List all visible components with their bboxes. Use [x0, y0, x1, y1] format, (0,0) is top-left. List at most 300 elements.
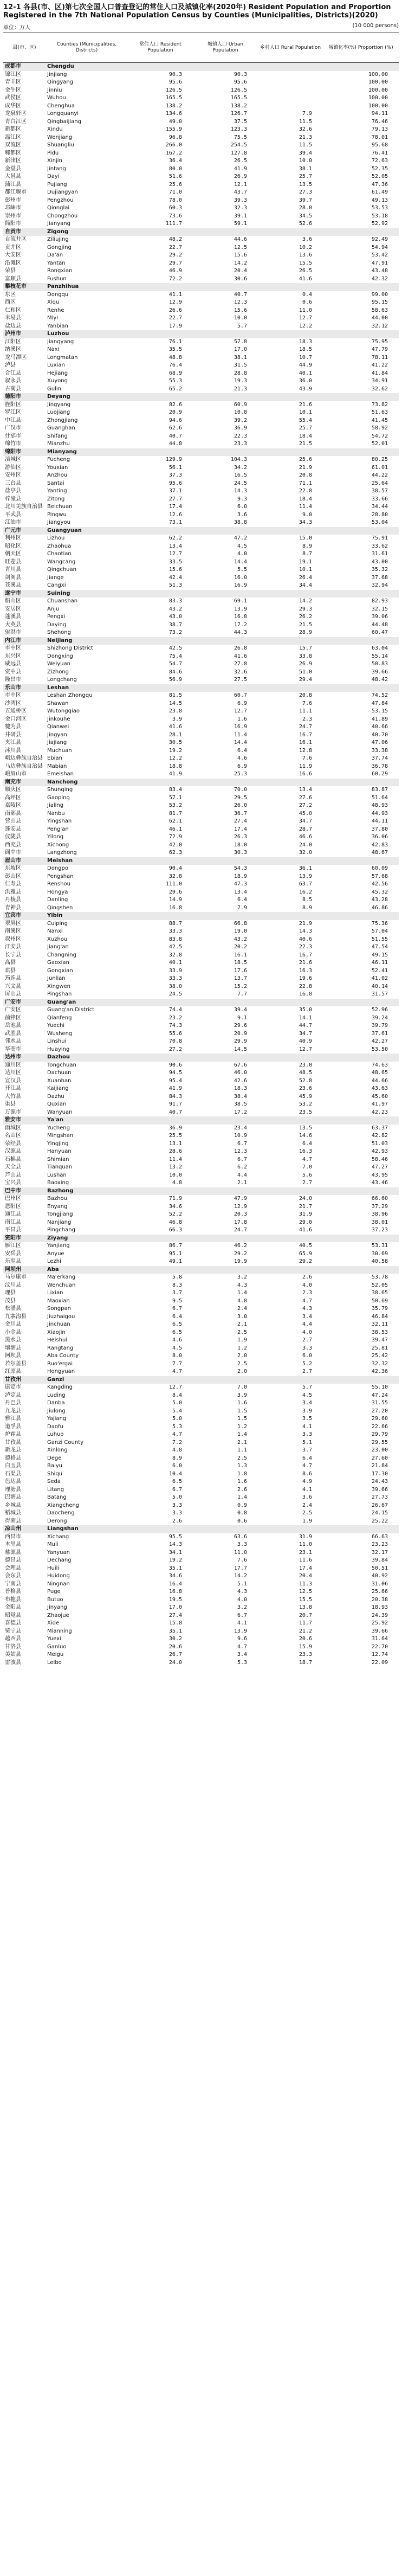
- table-row: [3, 1289, 399, 1297]
- cell-rural: 12.2: [299, 323, 312, 329]
- cell-resident: 41.1: [168, 291, 182, 298]
- table-row: [3, 1038, 399, 1046]
- cell-region-en: Baoxing: [47, 1180, 69, 1186]
- cell-region: 剑阁县: [5, 574, 21, 581]
- cell-urban: 90.3: [234, 71, 247, 78]
- table-row: [3, 401, 399, 409]
- cell-rate: 44.22: [371, 472, 388, 479]
- cell-resident: 5.0: [172, 1494, 182, 1501]
- cell-rate: 46.84: [371, 1313, 388, 1320]
- cell-resident: 44.8: [168, 441, 182, 447]
- cell-urban: 31.5: [234, 362, 247, 369]
- cell-urban: [193, 1053, 258, 1062]
- table-row: [3, 1455, 399, 1463]
- cell-urban: 5.1: [237, 1581, 247, 1587]
- cell-rate: 58.46: [371, 1156, 388, 1162]
- cell-urban: 30.3: [234, 850, 247, 856]
- table-section-row: [3, 228, 399, 236]
- cell-region-en: Dongxing: [47, 653, 73, 659]
- cell-urban: 1.6: [237, 716, 247, 722]
- cell-rural: 23.6: [299, 1085, 312, 1092]
- cell-urban: 27.4: [234, 818, 247, 825]
- cell-resident: 35.5: [168, 346, 182, 353]
- cell-region-en: Gaoxian: [47, 960, 69, 966]
- cell-region-en: Meishan: [46, 857, 128, 865]
- cell-region-en: Pengxi: [47, 614, 66, 620]
- cell-rate: [323, 1116, 399, 1125]
- cell-rate: 47.36: [371, 181, 388, 188]
- cell-region: 青川县: [5, 567, 21, 573]
- cell-region: 江安县: [5, 944, 21, 950]
- cell-rate: 17.30: [371, 1470, 388, 1477]
- cell-region-en: Fushun: [47, 275, 67, 282]
- table-row: [3, 952, 399, 960]
- cell-resident: 23.2: [168, 1014, 182, 1021]
- cell-region-en: Qionglai: [47, 205, 70, 211]
- cell-region-en: Chaotian: [47, 551, 72, 557]
- cell-region: 壤塘县: [5, 1345, 21, 1351]
- cell-region: 雨城区: [5, 1125, 21, 1131]
- cell-urban: 25.3: [234, 771, 247, 778]
- cell-resident: 71.9: [168, 1196, 182, 1202]
- cell-urban: 13.9: [234, 606, 247, 612]
- cell-region: 广安区: [5, 1007, 21, 1013]
- table-row: [3, 841, 399, 850]
- cell-urban: [193, 1376, 258, 1384]
- cell-region-en: Liangshan: [46, 1525, 128, 1533]
- cell-rate: 21.84: [371, 1463, 388, 1469]
- cell-rate: 42.93: [371, 1148, 388, 1155]
- cell-region: 市中区: [5, 692, 21, 699]
- cell-region-en: Jiangyang: [47, 338, 74, 345]
- cell-rate: 47.79: [371, 346, 388, 353]
- cell-region: 高县: [5, 960, 16, 966]
- cell-rate: [323, 1525, 399, 1533]
- cell-resident: 26.7: [168, 1652, 182, 1658]
- cell-rate: 42.27: [371, 1038, 388, 1045]
- cell-region-en: Longquanyi: [47, 111, 79, 117]
- cell-rate: 27.60: [371, 1455, 388, 1461]
- table-row: [3, 1062, 399, 1070]
- cell-rural: 27.2: [299, 802, 312, 809]
- cell-region-en: Ruo'ergai: [47, 1360, 73, 1367]
- cell-resident: 4.8: [172, 1180, 182, 1186]
- cell-region: 高坪区: [5, 794, 21, 801]
- cell-rate: 37.61: [371, 1030, 388, 1037]
- cell-region: 凉山州: [3, 1525, 46, 1533]
- cell-rural: [258, 1266, 323, 1274]
- cell-resident: 10.4: [168, 1470, 182, 1477]
- table-row: [3, 975, 399, 983]
- cell-resident: 15.6: [168, 567, 182, 573]
- cell-urban: 5.3: [237, 1659, 247, 1666]
- cell-resident: 60.3: [168, 205, 182, 211]
- cell-urban: 70.0: [234, 787, 247, 793]
- cell-urban: 38.4: [234, 1093, 247, 1100]
- cell-urban: [193, 1187, 258, 1196]
- cell-resident: 48.8: [168, 354, 182, 361]
- cell-rural: 10.2: [299, 244, 312, 250]
- cell-resident: 8.0: [172, 1353, 182, 1359]
- cell-rate: 54.94: [371, 244, 388, 250]
- cell-region-en: Jinkouhe: [47, 716, 70, 722]
- cell-region: 安居区: [5, 606, 21, 612]
- cell-rural: 22.3: [299, 944, 312, 950]
- cell-urban: 20.9: [234, 1030, 247, 1037]
- cell-resident: 42.5: [168, 944, 182, 950]
- cell-urban: [193, 1266, 258, 1274]
- cell-rural: [258, 102, 323, 111]
- table-row: [3, 550, 399, 558]
- cell-region-en: Daofu: [47, 1423, 63, 1430]
- cell-region: 阿坝县: [5, 1353, 21, 1359]
- cell-region: 万源市: [5, 1109, 21, 1115]
- cell-region-en: Pingshan: [47, 991, 72, 998]
- cell-urban: 37.5: [234, 118, 247, 125]
- cell-region: 康定市: [5, 1384, 21, 1391]
- cell-urban: 16.8: [234, 614, 247, 620]
- cell-urban: 4.3: [237, 1282, 247, 1288]
- cell-rate: [323, 1187, 399, 1196]
- cell-region: 汉源县: [5, 1148, 21, 1155]
- cell-rural: 4.7: [302, 1297, 312, 1304]
- cell-region: 金口河区: [5, 716, 27, 722]
- cell-urban: [193, 912, 258, 920]
- table-row: [3, 417, 399, 425]
- cell-resident: 9.5: [172, 1297, 182, 1304]
- cell-urban: 126.7: [230, 111, 247, 117]
- cell-urban: 19.9: [234, 1258, 247, 1265]
- cell-urban: 38.5: [234, 1101, 247, 1108]
- cell-urban: 39.1: [234, 213, 247, 219]
- cell-rural: 17.4: [299, 1565, 312, 1571]
- table-row: [3, 236, 399, 244]
- cell-rural: 2.5: [302, 1510, 312, 1517]
- cell-region-en: Puge: [47, 1589, 61, 1595]
- table-section-row: [3, 684, 399, 692]
- cell-region-en: Nanchong: [46, 779, 128, 787]
- cell-resident: [128, 999, 193, 1007]
- cell-rate: 31.55: [371, 1400, 388, 1406]
- cell-rate: [323, 448, 399, 457]
- cell-rural: 3.5: [302, 1416, 312, 1422]
- cell-region-en: Anzhou: [47, 472, 68, 479]
- cell-rate: 46.11: [371, 960, 388, 966]
- cell-region-en: Xiqu: [47, 299, 60, 306]
- table-row: [3, 1565, 399, 1573]
- cell-rate: 63.04: [371, 645, 388, 652]
- table-row: [3, 1596, 399, 1604]
- cell-urban: 2.4: [237, 1306, 247, 1312]
- cell-resident: 12.9: [168, 299, 182, 306]
- cell-urban: 6.4: [237, 747, 247, 754]
- cell-rural: 8.6: [302, 1470, 312, 1477]
- cell-region: 炉霍县: [5, 1431, 21, 1438]
- cell-resident: 38.0: [168, 983, 182, 990]
- cell-urban: 1.1: [237, 1447, 247, 1454]
- cell-urban: 19.0: [234, 928, 247, 935]
- cell-rural: 34.7: [299, 818, 312, 825]
- cell-region-en: Yantan: [47, 260, 66, 266]
- table-row: [3, 1392, 399, 1400]
- cell-region-en: Guang'an District: [47, 1007, 95, 1013]
- cell-rate: 38.57: [371, 488, 388, 494]
- cell-urban: 29.2: [234, 1250, 247, 1257]
- cell-region: 船山区: [5, 598, 21, 605]
- cell-urban: 13.7: [234, 975, 247, 982]
- cell-region: 顺庆区: [5, 787, 21, 793]
- cell-rural: 24.7: [299, 724, 312, 730]
- cell-resident: 33.5: [168, 558, 182, 565]
- cell-urban: 29.6: [234, 1023, 247, 1029]
- cell-region: 丹棱县: [5, 897, 21, 903]
- cell-region-en: Xindu: [47, 126, 63, 133]
- table-section-row: [3, 1525, 399, 1533]
- cell-region-en: Deyang: [46, 393, 128, 401]
- table-row: [3, 71, 399, 79]
- cell-region-en: Guangyuan: [46, 527, 128, 535]
- cell-rural: 25.7: [299, 174, 312, 180]
- cell-rural: 11.0: [299, 307, 312, 313]
- cell-region: 彭山区: [5, 873, 21, 879]
- cell-rural: 21.3: [299, 134, 312, 140]
- cell-region: 德格县: [5, 1455, 21, 1461]
- cell-rural: 14.2: [299, 598, 312, 605]
- cell-resident: 76.1: [168, 338, 182, 345]
- cell-rural: 63.7: [299, 881, 312, 888]
- cell-rural: 18.3: [299, 338, 312, 345]
- cell-region-en: Jiajiang: [47, 740, 67, 746]
- cell-rate: 25.42: [371, 1353, 388, 1359]
- cell-urban: 30.6: [234, 275, 247, 282]
- cell-region: 宝兴县: [5, 1180, 21, 1186]
- table-row: [3, 1305, 399, 1313]
- header-resident: 常住人口 Resident Population: [128, 33, 193, 63]
- cell-rate: 78.11: [371, 354, 388, 361]
- cell-region-en: Zizhong: [47, 669, 69, 675]
- cell-region-en: Pidu: [47, 150, 59, 156]
- cell-region-en: Shizhong District: [47, 645, 93, 652]
- cell-rural: 22.8: [299, 488, 312, 494]
- table-row: [3, 409, 399, 417]
- cell-region-en: Seda: [47, 1479, 61, 1485]
- cell-urban: 1.4: [237, 1290, 247, 1296]
- cell-urban: 17.2: [234, 621, 247, 628]
- cell-rural: 21.5: [299, 621, 312, 628]
- cell-urban: 4.6: [237, 755, 247, 762]
- cell-region: 马边彝族自治县: [5, 763, 43, 769]
- cell-region-en: Nanjiang: [47, 1219, 72, 1225]
- cell-urban: 39.4: [234, 1007, 247, 1013]
- cell-rural: 7.0: [302, 1164, 312, 1171]
- cell-resident: [128, 527, 193, 535]
- cell-region-en: Pingwu: [47, 511, 67, 518]
- table-row: [3, 936, 399, 944]
- cell-region: 白玉县: [5, 1463, 21, 1469]
- cell-urban: 46.0: [234, 1070, 247, 1076]
- cell-resident: 46.9: [168, 268, 182, 274]
- cell-urban: 39.3: [234, 197, 247, 203]
- cell-urban: 12.3: [234, 1148, 247, 1155]
- cell-rate: 74.52: [371, 692, 388, 699]
- cell-resident: [128, 228, 193, 236]
- cell-resident: 111.0: [165, 881, 182, 888]
- cell-urban: [193, 330, 258, 338]
- cell-urban: 12.9: [234, 1203, 247, 1210]
- cell-region: 九龙县: [5, 1408, 21, 1414]
- cell-rate: 60.09: [371, 865, 388, 872]
- cell-resident: 16.4: [168, 1581, 182, 1587]
- cell-region: 大竹县: [5, 1093, 21, 1100]
- cell-rural: 13.5: [299, 1125, 312, 1131]
- cell-rate: 32.12: [371, 323, 388, 329]
- cell-region: 叙永县: [5, 378, 21, 384]
- cell-resident: 56.1: [168, 464, 182, 471]
- table-section-row: [3, 590, 399, 598]
- cell-region: 平武县: [5, 511, 21, 518]
- cell-rate: 38.53: [371, 1329, 388, 1335]
- cell-resident: 70.8: [168, 1038, 182, 1045]
- cell-resident: 96.8: [168, 134, 182, 140]
- cell-region-en: Naxi: [47, 346, 60, 353]
- table-row: [3, 189, 399, 197]
- cell-rural: 44.7: [299, 1023, 312, 1029]
- cell-resident: 5.3: [172, 1423, 182, 1430]
- cell-region: 青神县: [5, 904, 21, 911]
- cell-resident: 6.5: [172, 1479, 182, 1485]
- cell-region: 盐边县: [5, 323, 21, 329]
- cell-rate: 31.64: [371, 1636, 388, 1642]
- table-row: [3, 496, 399, 504]
- cell-resident: 13.1: [168, 1140, 182, 1147]
- cell-urban: [193, 857, 258, 865]
- table-row: [3, 543, 399, 551]
- cell-resident: 165.5: [165, 95, 182, 101]
- cell-rural: 10.1: [299, 409, 312, 416]
- cell-urban: 4.7: [237, 1643, 247, 1650]
- cell-region: 九寨沟县: [5, 1313, 27, 1320]
- cell-resident: 80.0: [168, 165, 182, 172]
- cell-urban: 1.2: [237, 1345, 247, 1351]
- cell-urban: 60.7: [234, 692, 247, 699]
- cell-urban: 0.8: [237, 1510, 247, 1517]
- table-row: [3, 1211, 399, 1219]
- cell-region-en: Xuzhou: [47, 936, 68, 942]
- cell-region: 木里县: [5, 1541, 21, 1548]
- cell-rate: [323, 999, 399, 1007]
- cell-urban: [193, 228, 258, 236]
- cell-rate: 60.29: [371, 771, 388, 778]
- cell-rural: [258, 79, 323, 87]
- cell-resident: 48.2: [168, 236, 182, 243]
- cell-rural: 2.3: [302, 716, 312, 722]
- cell-region: 得荣县: [5, 1518, 21, 1524]
- cell-rural: 40.1: [299, 370, 312, 376]
- cell-region-en: Xinlong: [47, 1447, 68, 1454]
- table-row: [3, 362, 399, 370]
- cell-region: 长宁县: [5, 952, 21, 958]
- table-row: [3, 1101, 399, 1109]
- cell-region: 利州区: [5, 535, 21, 542]
- table-row: [3, 1250, 399, 1258]
- cell-rate: 31.06: [371, 1581, 388, 1587]
- cell-region: 嘉陵区: [5, 802, 21, 809]
- cell-resident: 29.2: [168, 252, 182, 259]
- cell-rate: [323, 1266, 399, 1274]
- cell-rural: 12.8: [299, 747, 312, 754]
- cell-rural: 5.1: [302, 1439, 312, 1446]
- cell-region: 叙州区: [5, 936, 21, 942]
- cell-resident: 29.7: [168, 260, 182, 266]
- cell-urban: 17.8: [234, 1219, 247, 1225]
- cell-resident: [128, 63, 193, 71]
- cell-rural: 31.9: [299, 1533, 312, 1540]
- cell-resident: 83.8: [168, 936, 182, 942]
- cell-region: 会理县: [5, 1565, 21, 1571]
- cell-region: 美姑县: [5, 1652, 21, 1658]
- cell-rural: 18.4: [299, 433, 312, 439]
- cell-rural: 10.1: [299, 567, 312, 573]
- cell-resident: 14.9: [168, 897, 182, 903]
- cell-rate: [323, 330, 399, 338]
- cell-region-en: Jiange: [47, 574, 64, 581]
- table-row: [3, 692, 399, 700]
- cell-region: 眉山市: [3, 857, 46, 865]
- header-rural: 乡村人口 Rural Population: [258, 33, 323, 63]
- cell-rate: 39.66: [371, 669, 388, 675]
- cell-region: 金川县: [5, 1321, 21, 1328]
- cell-rate: 24.43: [371, 1479, 388, 1485]
- cell-resident: 83.4: [168, 787, 182, 793]
- table-row: [3, 818, 399, 826]
- cell-urban: 4.4: [237, 1172, 247, 1178]
- cell-resident: 29.6: [168, 889, 182, 895]
- cell-region: 宣汉县: [5, 1077, 21, 1084]
- cell-rate: 35.79: [371, 1306, 388, 1312]
- cell-region: 双流区: [5, 142, 21, 149]
- cell-region-en: Hanyuan: [47, 1148, 72, 1155]
- cell-region: 崇州市: [5, 213, 21, 219]
- cell-region-en: Shuangliu: [47, 142, 74, 149]
- cell-region: 开江县: [5, 1085, 21, 1092]
- cell-rural: 4.0: [302, 1329, 312, 1335]
- cell-region: 游仙区: [5, 464, 21, 471]
- cell-resident: 54.7: [168, 661, 182, 667]
- cell-rural: 7.6: [302, 755, 312, 762]
- cell-rate: 33.38: [371, 747, 388, 754]
- cell-rural: 27.6: [299, 794, 312, 801]
- table-row: [3, 881, 399, 889]
- table-row: [3, 1384, 399, 1392]
- cell-resident: 25.6: [168, 181, 182, 188]
- cell-region: 安岳县: [5, 1250, 21, 1257]
- cell-urban: [193, 779, 258, 787]
- cell-region: 大邑县: [5, 174, 21, 180]
- cell-resident: 25.5: [168, 1133, 182, 1139]
- cell-rate: 32.15: [371, 606, 388, 612]
- cell-rate: 100.00: [368, 71, 388, 78]
- cell-rate: [323, 1376, 399, 1384]
- cell-urban: 0.9: [237, 1502, 247, 1508]
- table-row: [3, 1164, 399, 1172]
- cell-region-en: Songpan: [47, 1306, 71, 1312]
- cell-rate: 40.14: [371, 983, 388, 990]
- cell-urban: [193, 63, 258, 71]
- cell-resident: 95.6: [168, 79, 182, 86]
- cell-urban: 38.1: [234, 354, 247, 361]
- cell-rural: [258, 857, 323, 865]
- cell-rate: 50.69: [371, 1297, 388, 1304]
